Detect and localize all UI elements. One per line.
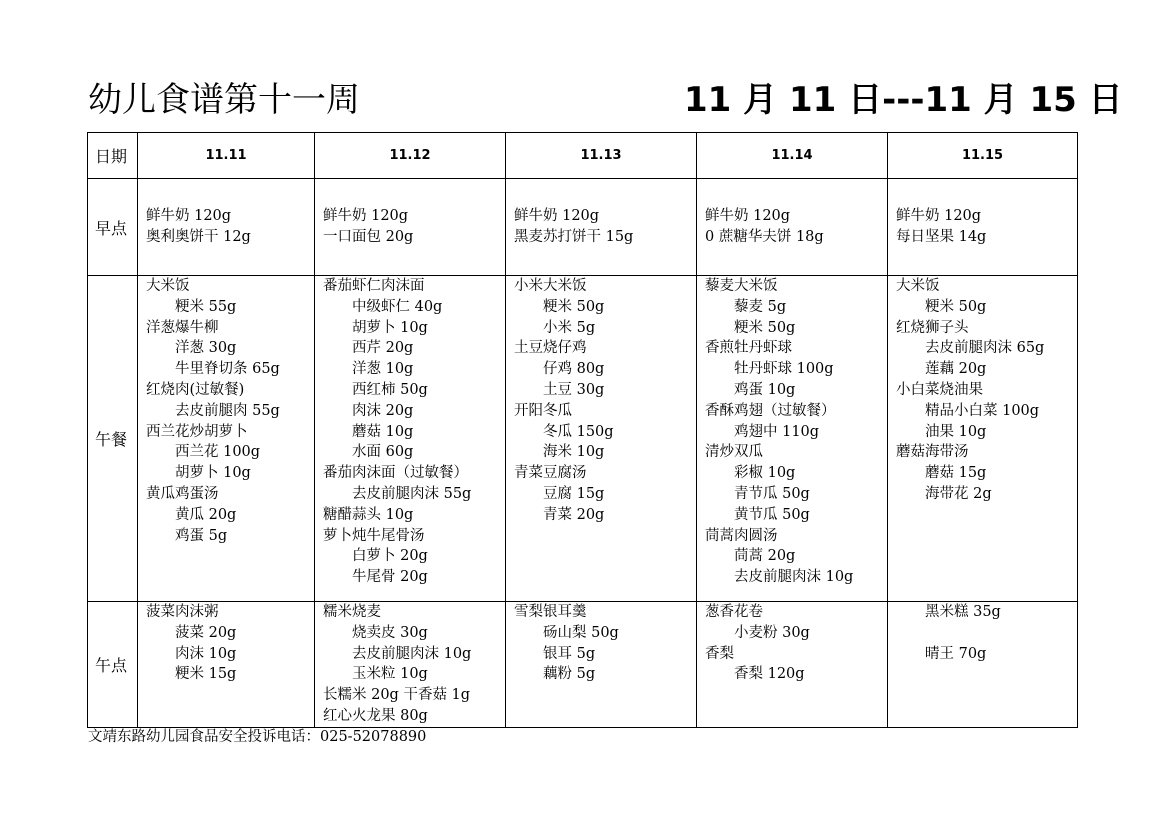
- menu-cell: [506, 276, 697, 602]
- menu-line: 小麦粉 30g: [705, 624, 810, 641]
- meal-label: 午点: [88, 602, 138, 728]
- date-range: 11 月 11 日---11 月 15 日: [684, 80, 1123, 120]
- menu-line: 豆腐 15g: [514, 485, 605, 502]
- table-row-lunch: [88, 276, 1078, 602]
- menu-cell: [888, 602, 1078, 728]
- menu-line: 土豆 30g: [514, 381, 605, 398]
- menu-line: 白萝卜 20g: [323, 548, 428, 565]
- meal-label: 午餐: [88, 276, 138, 602]
- menu-line: 牛尾骨 20g: [323, 569, 428, 586]
- menu-cell: [697, 276, 888, 602]
- menu-line: 0 蔗糖华夫饼 18g: [705, 229, 824, 245]
- menu-line: 小白菜烧油果: [896, 381, 983, 398]
- menu-cell: [315, 179, 506, 276]
- menu-line: 洋葱 30g: [146, 340, 237, 357]
- menu-line: 香梨: [705, 645, 734, 662]
- menu-line: 胡萝卜 10g: [323, 319, 428, 336]
- menu-line: 去皮前腿肉沫 10g: [323, 645, 472, 662]
- menu-line: 红心火龙果 80g: [323, 707, 428, 724]
- menu-table: [87, 132, 1078, 728]
- date-header-label: 日期: [88, 133, 138, 179]
- menu-line: 菠菜肉沫粥: [146, 604, 219, 620]
- menu-line: 银耳 5g: [514, 645, 596, 662]
- menu-line: 西芹 20g: [323, 340, 414, 357]
- date-header-1: 11.11: [138, 133, 315, 179]
- menu-line: 粳米 15g: [146, 666, 237, 683]
- menu-line: 油果 10g: [896, 423, 987, 440]
- menu-line: 雪梨银耳羹: [514, 604, 587, 620]
- menu-line: 牛里脊切条 65g: [146, 361, 280, 378]
- menu-line: 黑米糕 35g: [896, 604, 1001, 620]
- header-row: [88, 133, 1078, 179]
- menu-cell: [697, 179, 888, 276]
- menu-line: 西兰花 100g: [146, 444, 261, 461]
- menu-line: 蘑菇海带汤: [896, 444, 969, 461]
- menu-line: 大米饭: [146, 278, 190, 294]
- menu-line: 番茄虾仁肉沫面: [323, 278, 425, 294]
- menu-cell: [315, 276, 506, 602]
- menu-line: 肉沫 20g: [323, 402, 414, 419]
- menu-line: 鲜牛奶 120g: [514, 208, 600, 225]
- menu-line: 玉米粒 10g: [323, 666, 428, 683]
- menu-line: 砀山梨 50g: [514, 624, 619, 641]
- menu-cell: [138, 602, 315, 728]
- menu-line: 黄节瓜 50g: [705, 506, 810, 523]
- menu-line: 鸡蛋 10g: [705, 381, 796, 398]
- menu-line: 去皮前腿肉沫 65g: [896, 340, 1045, 357]
- table-row-snack: [88, 602, 1078, 728]
- menu-line: 清炒双瓜: [705, 444, 763, 461]
- menu-line: 西兰花炒胡萝卜: [146, 423, 248, 440]
- menu-line: 洋葱 10g: [323, 361, 414, 378]
- menu-line: 蘑菇 10g: [323, 423, 414, 440]
- menu-cell: [888, 276, 1078, 602]
- menu-line: 葱香花卷: [705, 604, 763, 620]
- menu-line: 萝卜炖牛尾骨汤: [323, 527, 425, 544]
- menu-line: 粳米 50g: [705, 319, 796, 336]
- menu-line: 海带花 2g: [896, 485, 992, 502]
- menu-line: 去皮前腿肉沫 55g: [323, 485, 472, 502]
- menu-cell: [888, 179, 1078, 276]
- menu-line: 胡萝卜 10g: [146, 465, 251, 482]
- menu-line: 青菜豆腐汤: [514, 465, 587, 482]
- menu-line: 牡丹虾球 100g: [705, 361, 834, 378]
- menu-line: 烧卖皮 30g: [323, 624, 428, 641]
- menu-line: 青菜 20g: [514, 506, 605, 523]
- menu-line: 晴王 70g: [896, 645, 987, 662]
- menu-line: 每日坚果 14g: [896, 229, 987, 245]
- menu-line: 番茄肉沫面（过敏餐）: [323, 465, 468, 482]
- menu-line: 彩椒 10g: [705, 465, 796, 482]
- menu-line: 大米饭: [896, 278, 940, 294]
- menu-line: 香酥鸡翅（过敏餐）: [705, 402, 836, 419]
- table-row-breakfast: [88, 179, 1078, 276]
- menu-line: 小米大米饭: [514, 278, 587, 294]
- date-header-4: 11.14: [697, 133, 888, 179]
- menu-line: 土豆烧仔鸡: [514, 340, 587, 357]
- menu-line: 香煎牡丹虾球: [705, 340, 792, 357]
- menu-line: 黑麦苏打饼干 15g: [514, 229, 634, 245]
- menu-line: 红烧狮子头: [896, 319, 969, 336]
- menu-line: 糖醋蒜头 10g: [323, 506, 414, 523]
- complaint-hotline-note: 文靖东路幼儿园食品安全投诉电话：025-52078890: [88, 729, 427, 745]
- menu-line: 小米 5g: [514, 319, 596, 336]
- menu-line: 蘑菇 15g: [896, 465, 987, 482]
- menu-cell: [138, 276, 315, 602]
- menu-line: 藕粉 5g: [514, 666, 596, 683]
- menu-line: 去皮前腿肉 55g: [146, 402, 280, 419]
- menu-line: 藜麦大米饭: [705, 278, 778, 294]
- date-header-5: 11.15: [888, 133, 1078, 179]
- menu-line: 粳米 50g: [514, 298, 605, 315]
- page-title: 幼儿食谱第十一周: [88, 80, 360, 120]
- menu-line: 青节瓜 50g: [705, 485, 810, 502]
- menu-cell: [315, 602, 506, 728]
- menu-line: 长糯米 20g 干香菇 1g: [323, 687, 471, 704]
- menu-line: 鸡翅中 110g: [705, 423, 820, 440]
- menu-line: 莲藕 20g: [896, 361, 987, 378]
- menu-line: 鲜牛奶 120g: [146, 208, 232, 225]
- menu-line: 藜麦 5g: [705, 298, 787, 315]
- menu-line: 西红柿 50g: [323, 381, 428, 398]
- menu-line: 香梨 120g: [705, 666, 805, 683]
- meal-label: 早点: [88, 179, 138, 276]
- menu-line: 精品小白菜 100g: [896, 402, 1040, 419]
- menu-line: 鲜牛奶 120g: [705, 208, 791, 225]
- menu-line: 仔鸡 80g: [514, 361, 605, 378]
- menu-line: [888, 623, 1077, 644]
- menu-line: 鲜牛奶 120g: [896, 208, 982, 225]
- menu-line: 冬瓜 150g: [514, 423, 614, 440]
- menu-line: 茼蒿 20g: [705, 548, 796, 565]
- menu-line: 水面 60g: [323, 444, 414, 461]
- date-header-2: 11.12: [315, 133, 506, 179]
- menu-line: 肉沫 10g: [146, 645, 237, 662]
- menu-line: 粳米 55g: [146, 298, 237, 315]
- menu-line: 开阳冬瓜: [514, 402, 572, 419]
- menu-line: 去皮前腿肉沫 10g: [705, 569, 854, 586]
- menu-line: 红烧肉(过敏餐): [146, 381, 245, 398]
- menu-line: 奥利奥饼干 12g: [146, 229, 251, 245]
- menu-line: 洋葱爆牛柳: [146, 319, 219, 336]
- menu-line: 一口面包 20g: [323, 229, 414, 245]
- date-header-3: 11.13: [506, 133, 697, 179]
- menu-cell: [138, 179, 315, 276]
- menu-line: 茼蒿肉圆汤: [705, 527, 778, 544]
- menu-line: 中级虾仁 40g: [323, 298, 443, 315]
- menu-cell: [697, 602, 888, 728]
- menu-line: 菠菜 20g: [146, 624, 237, 641]
- menu-line: 粳米 50g: [896, 298, 987, 315]
- menu-line: 黄瓜鸡蛋汤: [146, 485, 219, 502]
- menu-line: 糯米烧麦: [323, 604, 381, 620]
- menu-cell: [506, 179, 697, 276]
- menu-line: 海米 10g: [514, 444, 605, 461]
- menu-line: 鲜牛奶 120g: [323, 208, 409, 225]
- menu-line: 黄瓜 20g: [146, 506, 237, 523]
- menu-line: 鸡蛋 5g: [146, 527, 228, 544]
- menu-cell: [506, 602, 697, 728]
